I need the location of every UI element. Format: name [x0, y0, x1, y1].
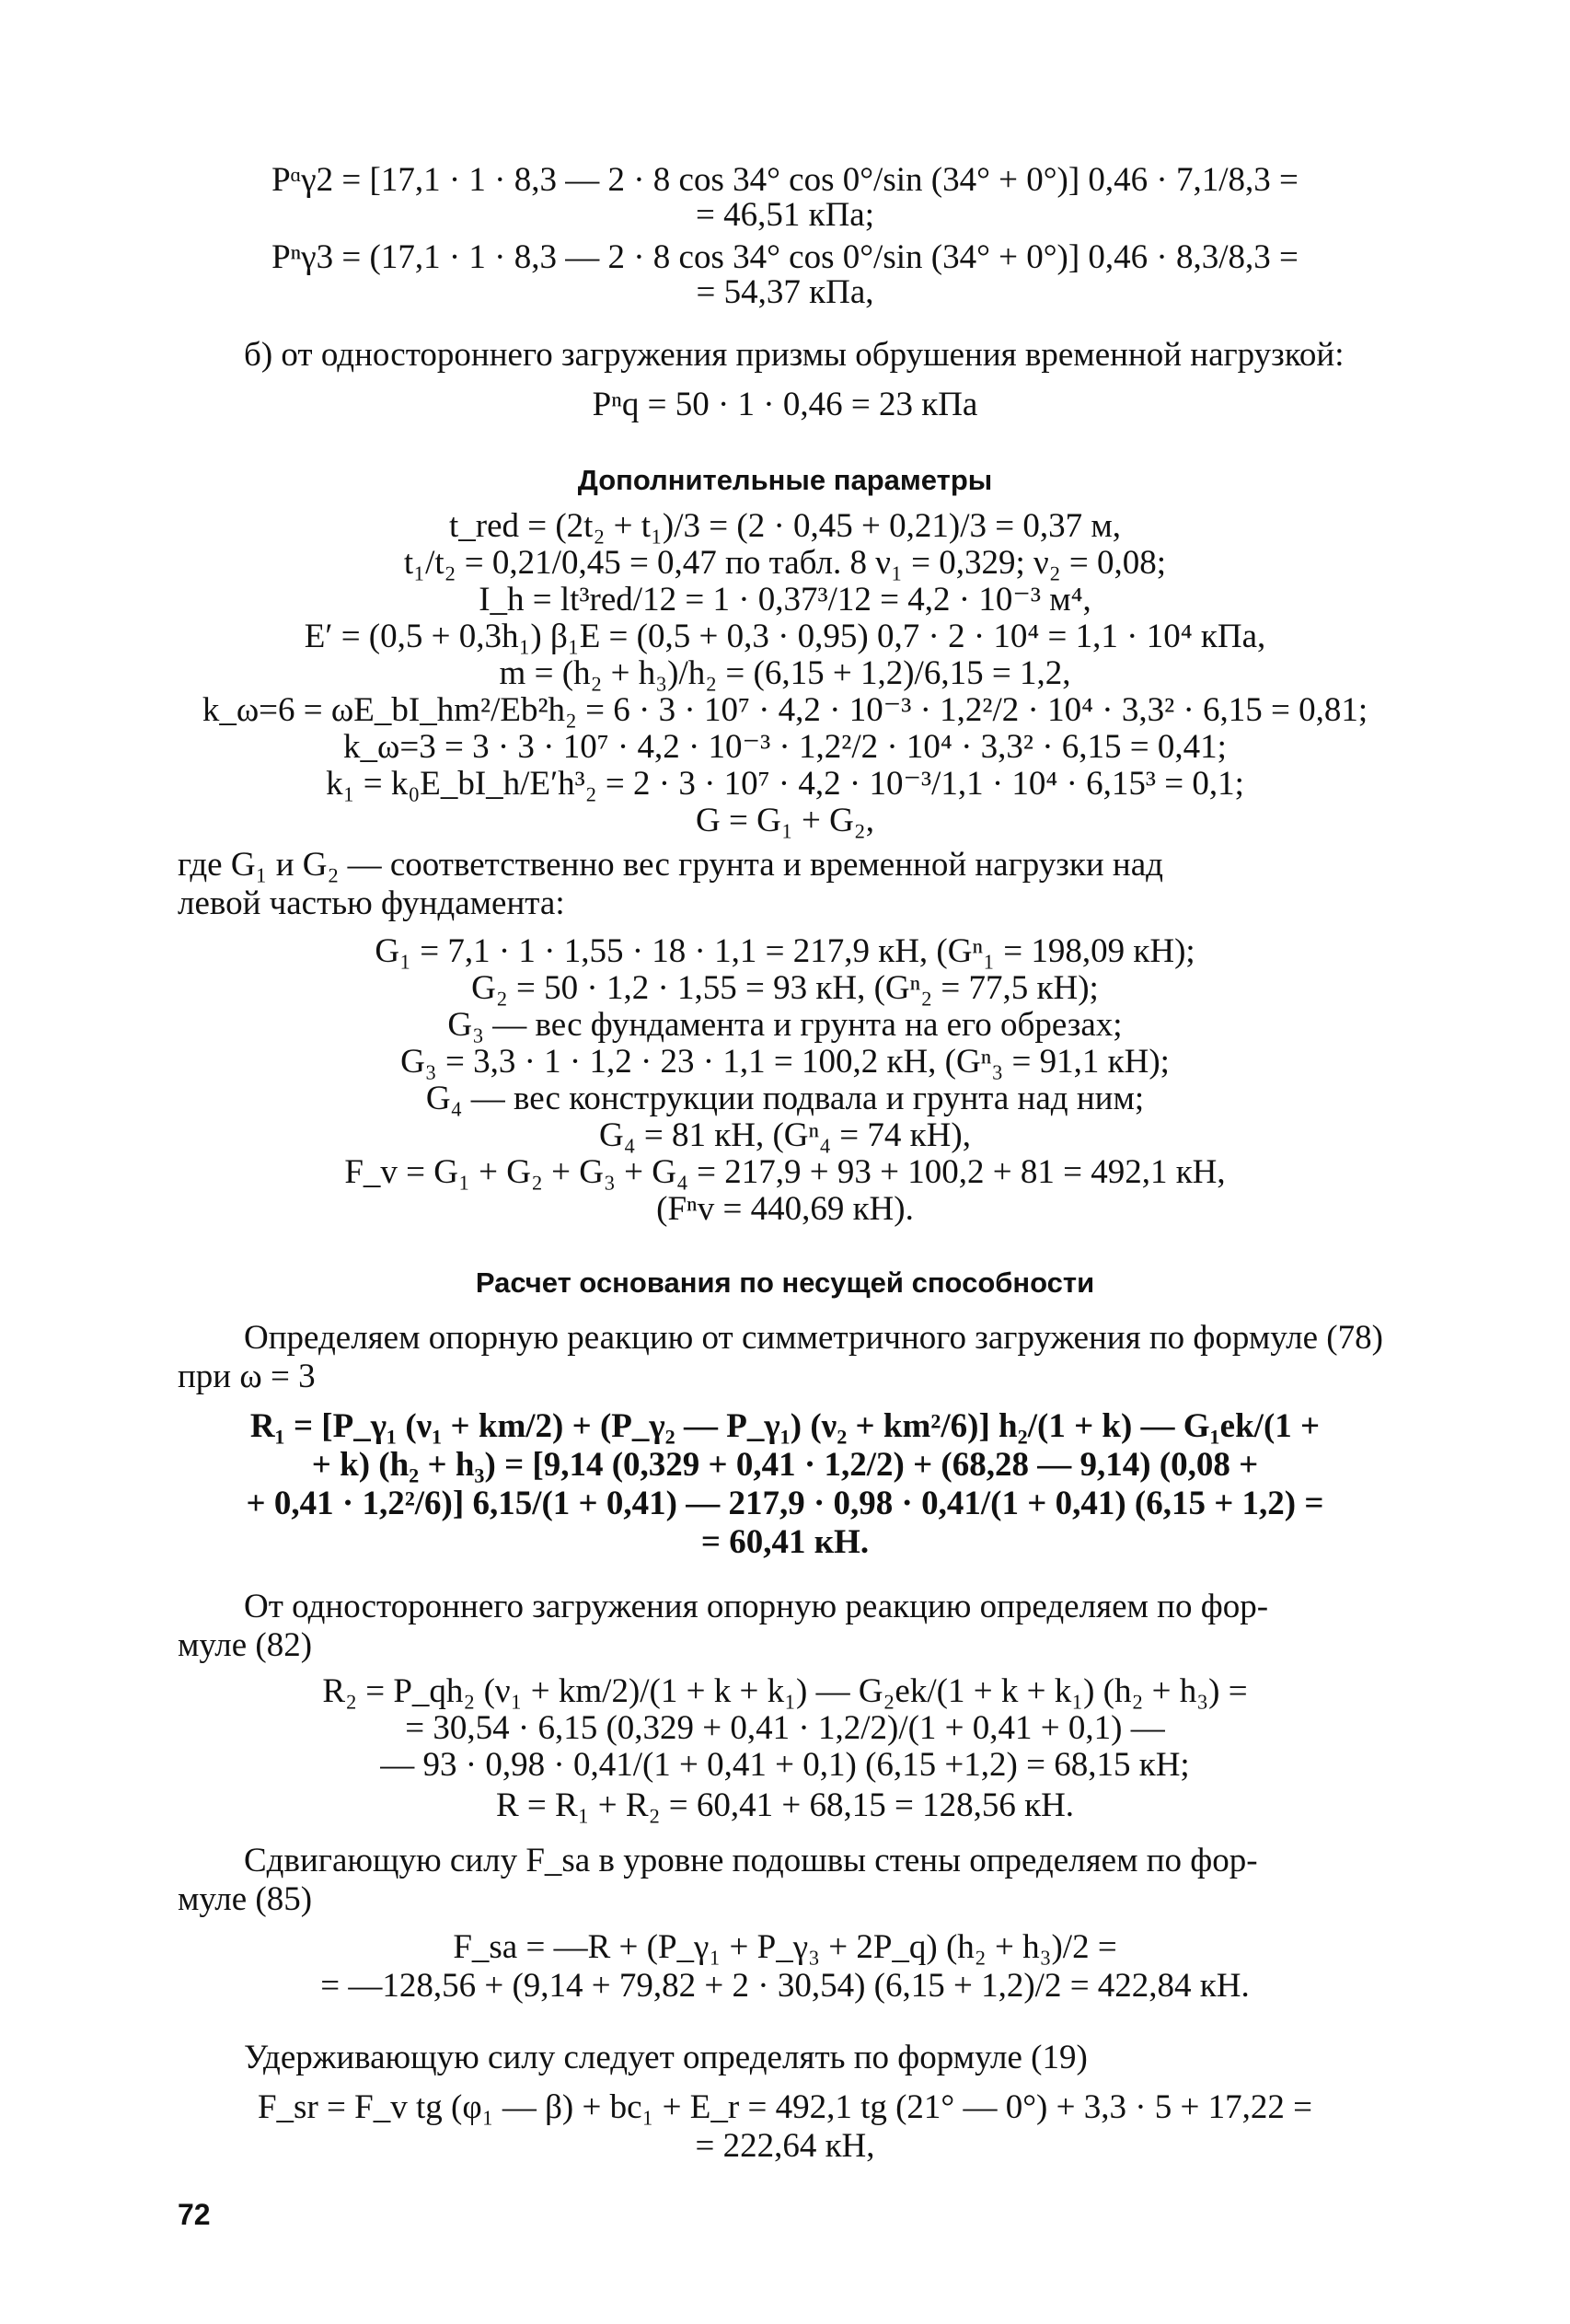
paragraph-line: От одностороннего загружения опорную реакцию определяем по фор- [244, 1588, 1269, 1625]
formula-line: G₂ = 50 · 1,2 · 1,55 = 93 кН, (Gⁿ₂ = 77,5 кН); [471, 969, 1099, 1007]
formula-line: k_ω=6 = ωE_bI_hm²/Eb²h₂ = 6 · 3 · 10⁷ · 4,2 · 10⁻³ · 1,2²/2 · 10⁴ · 3,3² · 6,15 = 0,81; [202, 691, 1368, 729]
page-number: 72 [178, 2198, 211, 2231]
formula-line: = 46,51 кПа; [695, 196, 874, 234]
formula-line: = 30,54 · 6,15 (0,329 + 0,41 · 1,2/2)/(1 + 0,41 + 0,1) — [405, 1709, 1165, 1747]
formula-line: G₄ = 81 кН, (Gⁿ₄ = 74 кН), [599, 1116, 971, 1154]
formula-line: (Fⁿv = 440,69 кН). [656, 1190, 914, 1228]
formula-line: F_v = G₁ + G₂ + G₃ + G₄ = 217,9 + 93 + 100,2 + 81 = 492,1 кН, [344, 1153, 1226, 1191]
formula-line: + k) (h₂ + h₃) = [9,14 (0,329 + 0,41 · 1,2/2) + (68,28 — 9,14) (0,08 + [311, 1446, 1259, 1484]
formula-line: m = (h₂ + h₃)/h₂ = (6,15 + 1,2)/6,15 = 1,2, [499, 654, 1071, 692]
paragraph-line: левой частью фундамента: [178, 885, 565, 922]
paragraph-line: муле (85) [178, 1880, 313, 1918]
formula-line: G₁ = 7,1 · 1 · 1,55 · 18 · 1,1 = 217,9 кН, (Gⁿ₁ = 198,09 кН); [375, 932, 1195, 970]
formula-line: G₃ — вес фундамента и грунта на его обрезах; [447, 1006, 1123, 1044]
formula-line: R = R₁ + R₂ = 60,41 + 68,15 = 128,56 кН. [495, 1786, 1075, 1824]
formula-line: R₁ = [P_γ₁ (ν₁ + km/2) + (P_γ₂ — P_γ₁) (ν₂ + km²/6)] h₂/(1 + k) — G₁ek/(1 + [249, 1407, 1321, 1445]
formula-line: = —128,56 + (9,14 + 79,82 + 2 · 30,54) (6,15 + 1,2)/2 = 422,84 кН. [320, 1967, 1250, 2005]
paragraph-line: Сдвигающую силу F_sa в уровне подошвы стены определяем по фор- [244, 1842, 1258, 1879]
paragraph-line: при ω = 3 [178, 1358, 316, 1395]
section-heading: Расчет основания по несущей способности [475, 1266, 1095, 1299]
formula-line: + 0,41 · 1,2²/6)] 6,15/(1 + 0,41) — 217,9 · 0,98 · 0,41/(1 + 0,41) (6,15 + 1,2) = [246, 1485, 1324, 1522]
formula-line: k₁ = k₀E_bI_h/E′h³₂ = 2 · 3 · 10⁷ · 4,2 · 10⁻³/1,1 · 10⁴ · 6,15³ = 0,1; [326, 765, 1244, 803]
formula-line: t₁/t₂ = 0,21/0,45 = 0,47 по табл. 8 ν₁ = 0,329; ν₂ = 0,08; [403, 544, 1167, 582]
formula-line: R₂ = P_qh₂ (ν₁ + km/2)/(1 + k + k₁) — G₂ek/(1 + k + k₁) (h₂ + h₃) = [322, 1672, 1248, 1710]
formula-line: I_h = lt³red/12 = 1 · 0,37³/12 = 4,2 · 10⁻³ м⁴, [479, 581, 1091, 619]
formula-line: Pᵅγ2 = [17,1 · 1 · 8,3 — 2 · 8 cos 34° cos 0°/sin (34° + 0°)] 0,46 · 7,1/8,3 = [271, 161, 1299, 199]
formula-line: k_ω=3 = 3 · 3 · 10⁷ · 4,2 · 10⁻³ · 1,2²/2 · 10⁴ · 3,3² · 6,15 = 0,41; [343, 728, 1227, 766]
paragraph-line: где G₁ и G₂ — соответственно вес грунта и временной нагрузки над [178, 846, 1163, 884]
paragraph-line: Удерживающую силу следует определять по формуле (19) [244, 2039, 1088, 2076]
formula-line: = 54,37 кПа, [696, 273, 874, 311]
formula-line: Pⁿq = 50 · 1 · 0,46 = 23 кПа [592, 386, 978, 423]
section-heading: Дополнительные параметры [577, 464, 993, 496]
formula-line: t_red = (2t₂ + t₁)/3 = (2 · 0,45 + 0,21)/3 = 0,37 м, [448, 507, 1122, 545]
paragraph-line: Определяем опорную реакцию от симметричного загружения по формуле (78) [244, 1319, 1383, 1357]
formula-line: G₃ = 3,3 · 1 · 1,2 · 23 · 1,1 = 100,2 кН, (Gⁿ₃ = 91,1 кН); [400, 1043, 1170, 1081]
formula-line: — 93 · 0,98 · 0,41/(1 + 0,41 + 0,1) (6,15 +1,2) = 68,15 кН; [380, 1746, 1190, 1784]
formula-line: Pⁿγ3 = (17,1 · 1 · 8,3 — 2 · 8 cos 34° cos 0°/sin (34° + 0°)] 0,46 · 8,3/8,3 = [271, 238, 1299, 276]
formula-line: = 222,64 кН, [695, 2127, 875, 2165]
formula-line: F_sr = F_v tg (φ₁ — β) + bc₁ + E_r = 492,1 tg (21° — 0°) + 3,3 · 5 + 17,22 = [257, 2088, 1313, 2126]
paragraph: б) от одностороннего загружения призмы обрушения временной нагрузкой: [244, 336, 1345, 374]
formula-line: E′ = (0,5 + 0,3h₁) β₁E = (0,5 + 0,3 · 0,95) 0,7 · 2 · 10⁴ = 1,1 · 10⁴ кПа, [304, 618, 1266, 655]
formula-line: = 60,41 кН. [700, 1523, 870, 1561]
paragraph-line: муле (82) [178, 1626, 313, 1664]
formula-line: G₄ — вес конструкции подвала и грунта над ним; [425, 1080, 1145, 1117]
formula-line: F_sa = —R + (P_γ₁ + P_γ₃ + 2P_q) (h₂ + h₃)/2 = [453, 1928, 1117, 1966]
formula-line: G = G₁ + G₂, [696, 802, 874, 839]
